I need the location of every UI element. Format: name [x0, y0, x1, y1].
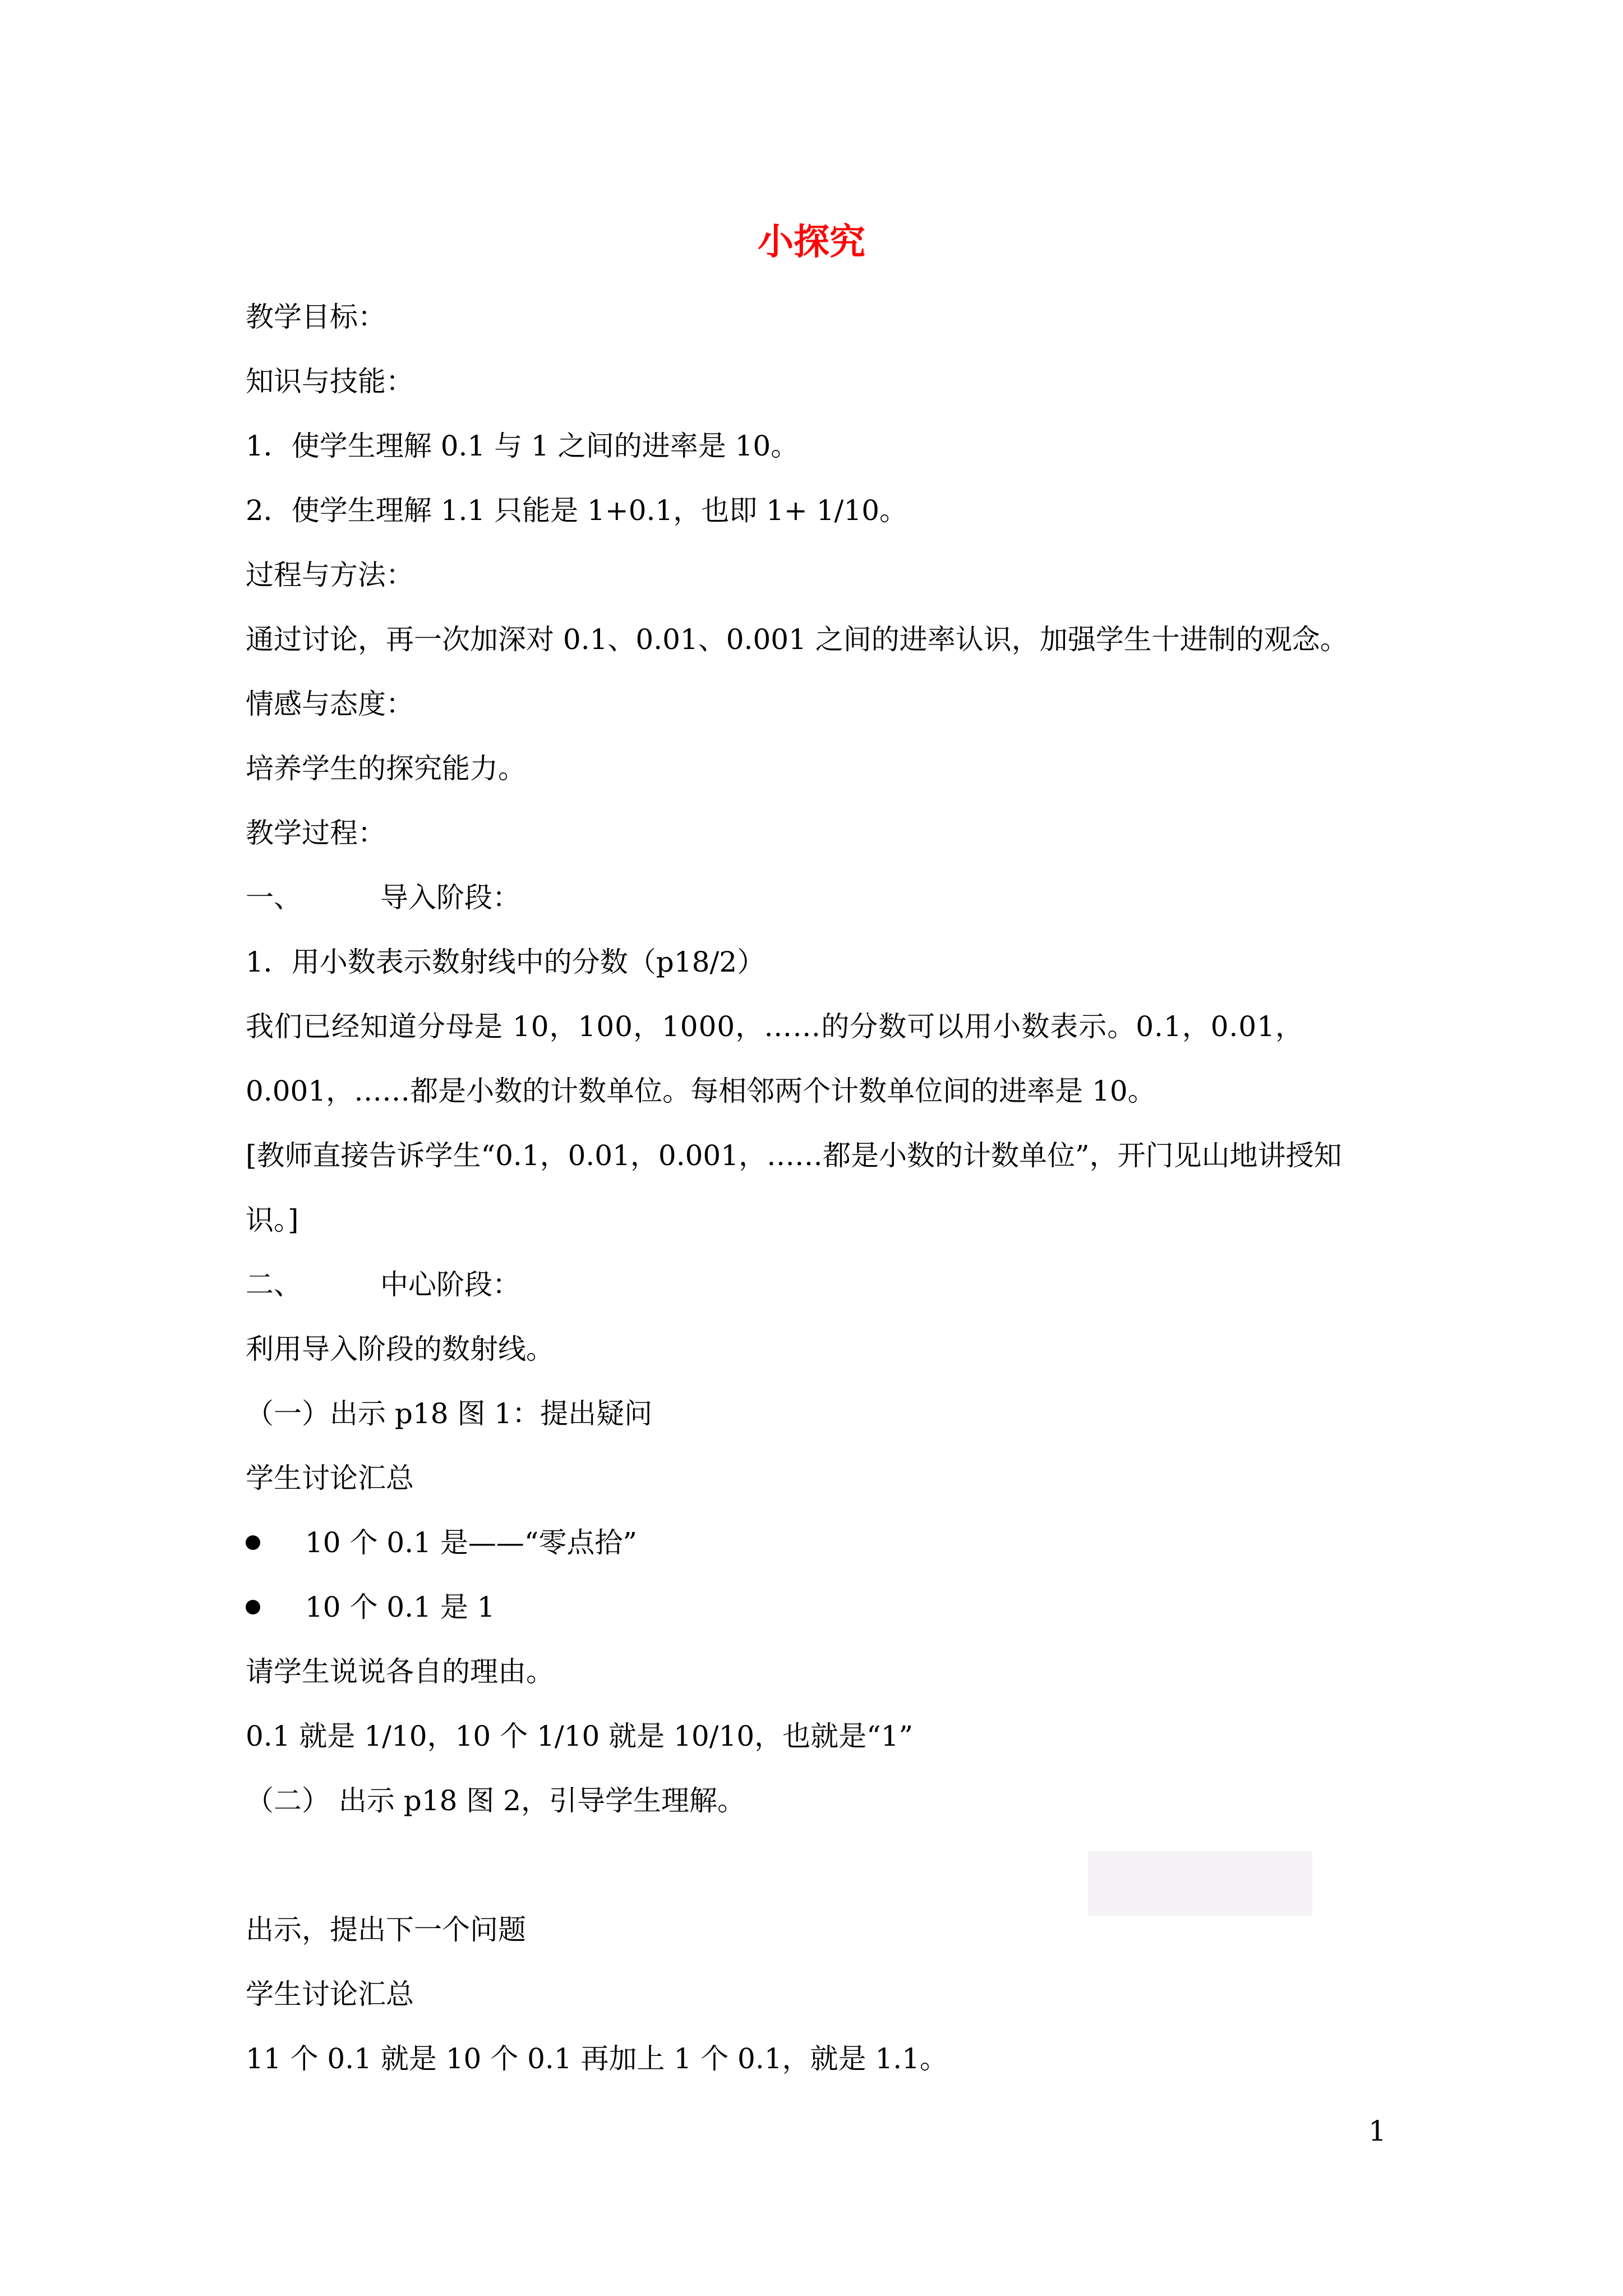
section-heading-2	[246, 1268, 520, 1301]
teacher-note: [教师直接告诉学生“0.1，0.01，0.001，……都是小数的计数单位”，开门见山地讲授知	[246, 1139, 1342, 1172]
paragraph: 出示，提出下一个问题	[246, 1913, 526, 1946]
teacher-note-continued: 识。]	[246, 1204, 299, 1236]
bullet-text: 10 个 0.1 是 1	[305, 1591, 495, 1623]
heading-teaching-process: 教学过程：	[246, 817, 386, 849]
bullet-text: 10 个 0.1 是——“零点拾”	[305, 1526, 637, 1559]
heading-process-method: 过程与方法：	[246, 559, 414, 591]
section-label: 导入阶段：	[380, 881, 520, 914]
paragraph: 利用导入阶段的数射线。	[246, 1333, 554, 1365]
paragraph: 学生讨论汇总	[246, 1462, 414, 1494]
bullet-item	[246, 1526, 637, 1559]
paragraph: 我们已经知道分母是 10，100，1000，……的分数可以用小数表示。0.1，0.01，	[246, 1010, 1304, 1043]
paragraph-emotion: 培养学生的探究能力。	[246, 752, 526, 785]
paragraph: （一）出示 p18 图 1：提出疑问	[246, 1397, 653, 1430]
section-number: 一、	[246, 881, 302, 914]
document-title: 小探究	[758, 222, 865, 263]
paragraph: 学生讨论汇总	[246, 1978, 414, 2010]
paragraph: 11 个 0.1 就是 10 个 0.1 再加上 1 个 0.1，就是 1.1。	[246, 2042, 948, 2075]
heading-teaching-goals: 教学目标：	[246, 301, 386, 333]
goal-item-2: 2．使学生理解 1.1 只能是 1+0.1，也即 1+ 1/10。	[246, 494, 908, 527]
paragraph-process: 通过讨论，再一次加深对 0.1、0.01、0.001 之间的进率认识，加强学生十进制的观念。	[246, 623, 1348, 656]
heading-emotion-attitude: 情感与态度：	[246, 688, 414, 720]
page-number: 1	[1368, 2115, 1386, 2147]
image-placeholder	[1088, 1851, 1312, 1916]
section-number: 二、	[246, 1268, 302, 1301]
section-heading-1	[246, 881, 520, 914]
paragraph: 0.1 就是 1/10，10 个 1/10 就是 10/10，也就是“1”	[246, 1720, 914, 1752]
paragraph: 1．用小数表示数射线中的分数（p18/2）	[246, 946, 766, 978]
heading-knowledge-skills: 知识与技能：	[246, 365, 414, 398]
bullet-icon	[246, 1600, 260, 1614]
goal-item-1: 1．使学生理解 0.1 与 1 之间的进率是 10。	[246, 430, 799, 462]
paragraph: （二） 出示 p18 图 2，引导学生理解。	[246, 1784, 746, 1817]
bullet-icon	[246, 1535, 260, 1550]
bullet-item	[246, 1590, 495, 1624]
paragraph: 0.001，……都是小数的计数单位。每相邻两个计数单位间的进率是 10。	[246, 1075, 1156, 1107]
paragraph: 请学生说说各自的理由。	[246, 1655, 554, 1688]
section-label: 中心阶段：	[380, 1268, 520, 1301]
